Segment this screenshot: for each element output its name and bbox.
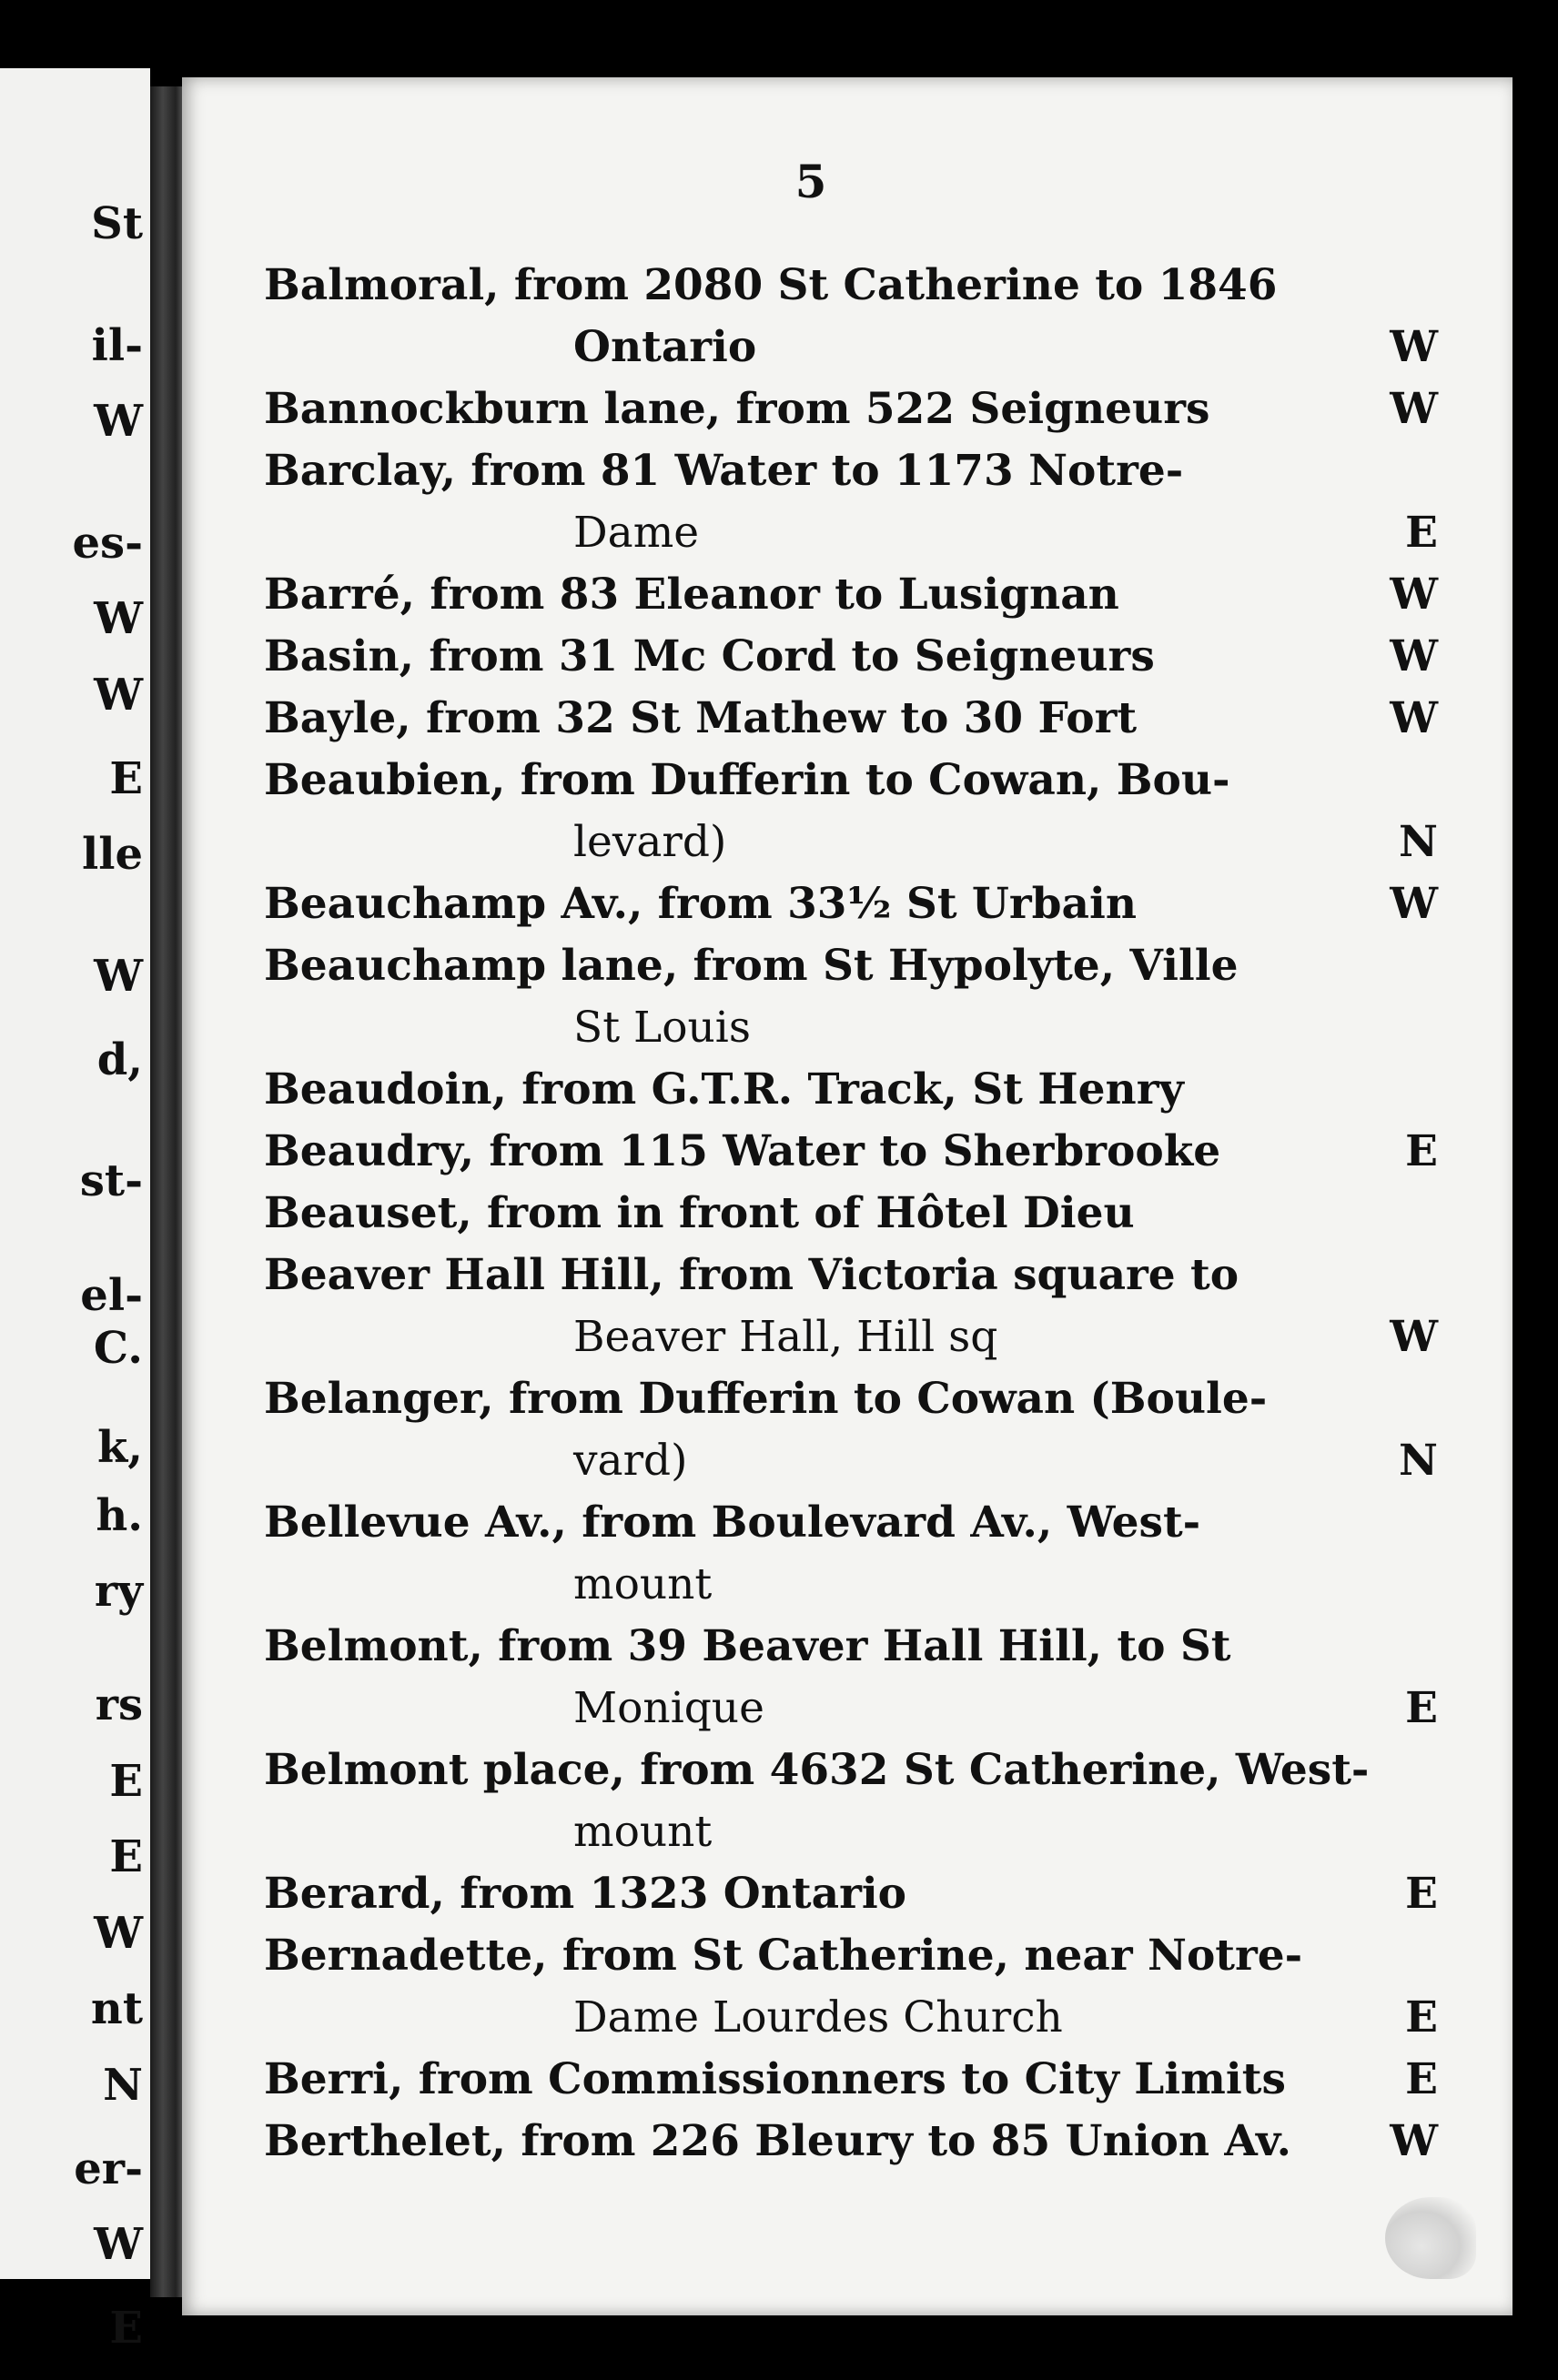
previous-page-fragment: W — [94, 593, 143, 645]
street-entry — [264, 1925, 1438, 2049]
district-marker: W — [1390, 570, 1438, 620]
previous-page-fragment: er- — [74, 2143, 143, 2194]
district-marker: W — [1390, 384, 1438, 434]
district-marker: W — [1390, 2116, 1438, 2166]
street-entry-text: Belmont, from 39 Beaver Hall Hill, to St — [264, 1621, 1231, 1671]
previous-page-fragment: lle — [81, 829, 143, 881]
street-entry-text: Belmont place, from 4632 St Catherine, West- — [264, 1745, 1370, 1795]
street-entry-text: Bayle, from 32 St Mathew to 30 Fort — [264, 693, 1138, 743]
district-marker: E — [1405, 1683, 1438, 1733]
street-entries — [264, 255, 1438, 2173]
street-entry — [264, 255, 1438, 378]
street-entry-continuation: mount — [573, 1559, 713, 1609]
street-entry-text: Bannockburn lane, from 522 Seigneurs — [264, 384, 1210, 434]
street-entry — [264, 1183, 1438, 1245]
previous-page-fragment: W — [94, 1907, 143, 1959]
district-marker: E — [1405, 1126, 1438, 1176]
street-entry-text: Berthelet, from 226 Bleury to 85 Union Av. — [264, 2116, 1291, 2166]
street-entry-text: Beauset, from in front of Hôtel Dieu — [264, 1188, 1135, 1238]
previous-page-fragment: rs — [95, 1679, 143, 1731]
street-entry-continuation: St Louis — [573, 1003, 751, 1053]
district-marker: E — [1405, 1992, 1438, 2042]
district-marker: W — [1390, 322, 1438, 372]
district-marker: N — [1399, 817, 1438, 867]
street-entry — [264, 1863, 1438, 1925]
street-entry — [264, 2111, 1438, 2173]
street-entry-continuation: vard) — [573, 1436, 688, 1486]
street-entry-text: Bellevue Av., from Boulevard Av., West- — [264, 1498, 1201, 1548]
district-marker: E — [1405, 508, 1438, 558]
street-entry-continuation: Ontario — [573, 322, 757, 372]
previous-page-fragment: nt — [90, 1983, 143, 2035]
street-entry — [264, 626, 1438, 688]
district-marker: W — [1390, 631, 1438, 681]
street-entry-text: Barclay, from 81 Water to 1173 Notre- — [264, 446, 1184, 496]
street-entry — [264, 378, 1438, 440]
previous-page-fragment: W — [94, 396, 143, 448]
previous-page-fragment: C. — [93, 1323, 143, 1374]
previous-page-fragment: ry — [94, 1566, 143, 1618]
street-entry — [264, 1245, 1438, 1368]
street-entry-text: Barré, from 83 Eleanor to Lusignan — [264, 570, 1119, 620]
street-entry — [264, 935, 1438, 1059]
street-entry — [264, 1368, 1438, 1492]
previous-page-fragment: E — [109, 1831, 143, 1883]
street-entry-continuation: levard) — [573, 817, 727, 867]
street-entry-text: Balmoral, from 2080 St Catherine to 1846 — [264, 260, 1278, 310]
street-entry-text: Belanger, from Dufferin to Cowan (Boule- — [264, 1374, 1268, 1424]
previous-page-fragment: W — [94, 950, 143, 1002]
street-entry — [264, 1059, 1438, 1121]
district-marker: E — [1405, 1869, 1438, 1919]
previous-page-fragment: d, — [96, 1034, 143, 1085]
street-entry-text: Basin, from 31 Mc Cord to Seigneurs — [264, 631, 1155, 681]
previous-page-fragment: st- — [79, 1155, 143, 1207]
street-entry — [264, 1616, 1438, 1740]
previous-page-edge — [0, 68, 150, 2355]
thumb-smudge — [1385, 2197, 1476, 2279]
street-entry — [264, 1121, 1438, 1183]
previous-page-fragment: el- — [80, 1269, 143, 1321]
street-entry-continuation: Beaver Hall, Hill sq — [573, 1312, 998, 1362]
page-number: 5 — [794, 155, 827, 208]
street-entry — [264, 750, 1438, 873]
previous-page-fragment: il- — [91, 319, 143, 371]
street-entry — [264, 688, 1438, 750]
street-entry-continuation: Dame — [573, 508, 700, 558]
street-entry — [264, 2049, 1438, 2111]
district-marker: W — [1390, 879, 1438, 929]
street-entry-continuation: Monique — [573, 1683, 764, 1733]
district-marker: N — [1399, 1436, 1438, 1486]
previous-page-fragment: E — [109, 752, 143, 804]
previous-page-fragment: St — [91, 198, 143, 250]
previous-page-fragment: E — [109, 1755, 143, 1807]
street-entry-text: Berri, from Commissionners to City Limits — [264, 2054, 1286, 2104]
street-entry-text: Beaver Hall Hill, from Victoria square to — [264, 1250, 1239, 1300]
street-entry — [264, 564, 1438, 626]
previous-page-fragment: es- — [72, 517, 143, 569]
street-entry — [264, 440, 1438, 564]
previous-page-fragment: N — [103, 2059, 143, 2111]
street-entry-text: Bernadette, from St Catherine, near Notre- — [264, 1931, 1303, 1981]
street-entry — [264, 1492, 1438, 1616]
previous-page-fragment: E — [109, 2303, 143, 2355]
previous-page-fragment: W — [94, 669, 143, 721]
street-entry-continuation: mount — [573, 1807, 713, 1857]
district-marker: W — [1390, 1312, 1438, 1362]
book-gutter — [150, 86, 187, 2297]
previous-page-fragment: h. — [96, 1489, 143, 1541]
district-marker: W — [1390, 693, 1438, 743]
street-entry — [264, 873, 1438, 935]
previous-page-fragment: k, — [97, 1421, 143, 1473]
street-entry-text: Beauchamp Av., from 33½ St Urbain — [264, 879, 1138, 929]
street-entry-continuation: Dame Lourdes Church — [573, 1992, 1063, 2042]
street-entry — [264, 1740, 1438, 1863]
street-entry-text: Berard, from 1323 Ontario — [264, 1869, 907, 1919]
street-entry-text: Beaudry, from 115 Water to Sherbrooke — [264, 1126, 1221, 1176]
previous-page-fragment: W — [94, 2219, 143, 2271]
street-entry-text: Beaubien, from Dufferin to Cowan, Bou- — [264, 755, 1230, 805]
district-marker: E — [1405, 2054, 1438, 2104]
street-entry-text: Beaudoin, from G.T.R. Track, St Henry — [264, 1064, 1184, 1114]
street-entry-text: Beauchamp lane, from St Hypolyte, Ville — [264, 941, 1239, 991]
directory-page — [182, 77, 1512, 2315]
